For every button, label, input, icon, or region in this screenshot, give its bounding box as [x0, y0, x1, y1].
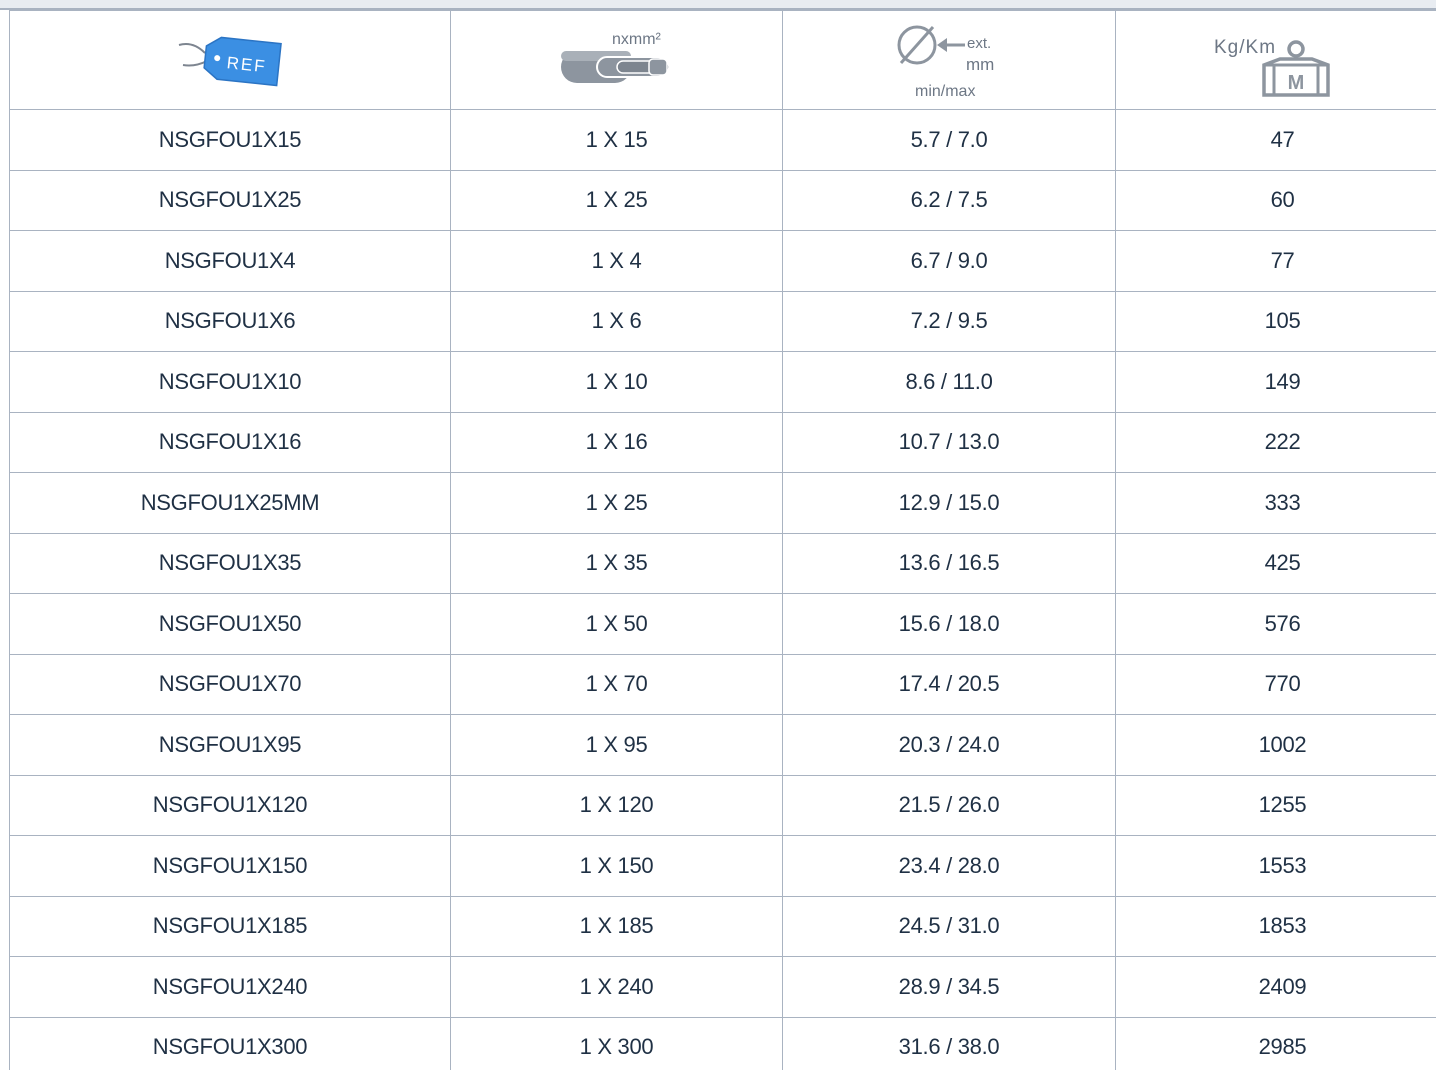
- cell-weight: 2409: [1116, 957, 1436, 1018]
- cell-section: 1 X 10: [451, 352, 783, 413]
- cell-section: 1 X 25: [451, 473, 783, 534]
- cell-section: 1 X 120: [451, 775, 783, 836]
- cell-diameter: 12.9 / 15.0: [783, 473, 1116, 534]
- cell-ref: NSGFOU1X15: [10, 110, 451, 171]
- ref-tag-icon: [175, 31, 285, 94]
- table-row: [10, 775, 1436, 836]
- header-weight: [1116, 10, 1436, 110]
- cell-section: 1 X 6: [451, 291, 783, 352]
- cell-weight: 1002: [1116, 715, 1436, 776]
- cell-section: 1 X 4: [451, 231, 783, 292]
- weight-unit-label: Kg/Km: [1214, 37, 1277, 58]
- table-row: [10, 533, 1436, 594]
- table-row: [10, 412, 1436, 473]
- table-header-row: [10, 10, 1436, 110]
- cell-section: 1 X 70: [451, 654, 783, 715]
- diameter-mm-label: mm: [966, 55, 995, 74]
- cell-diameter: 15.6 / 18.0: [783, 594, 1116, 655]
- table-row: [10, 836, 1436, 897]
- cell-weight: 576: [1116, 594, 1436, 655]
- cell-diameter: 7.2 / 9.5: [783, 291, 1116, 352]
- cell-weight: 60: [1116, 170, 1436, 231]
- cell-diameter: 31.6 / 38.0: [783, 1017, 1116, 1070]
- cell-section: 1 X 300: [451, 1017, 783, 1070]
- cell-ref: NSGFOU1X185: [10, 896, 451, 957]
- cell-ref: NSGFOU1X95: [10, 715, 451, 776]
- cell-diameter: 6.7 / 9.0: [783, 231, 1116, 292]
- table-row: [10, 715, 1436, 776]
- cell-section: 1 X 25: [451, 170, 783, 231]
- cell-ref: NSGFOU1X10: [10, 352, 451, 413]
- cable-spec-table: [9, 9, 1436, 1070]
- cell-diameter: 10.7 / 13.0: [783, 412, 1116, 473]
- cell-section: 1 X 240: [451, 957, 783, 1018]
- cell-ref: NSGFOU1X300: [10, 1017, 451, 1070]
- cell-ref: NSGFOU1X16: [10, 412, 451, 473]
- cell-diameter: 21.5 / 26.0: [783, 775, 1116, 836]
- cell-diameter: 6.2 / 7.5: [783, 170, 1116, 231]
- cell-weight: 105: [1116, 291, 1436, 352]
- cell-section: 1 X 185: [451, 896, 783, 957]
- cell-section: 1 X 35: [451, 533, 783, 594]
- cell-ref: NSGFOU1X120: [10, 775, 451, 836]
- cell-ref: NSGFOU1X6: [10, 291, 451, 352]
- weight-icon-letter: M: [1287, 72, 1305, 94]
- ref-tag-label: REF: [225, 53, 268, 77]
- cell-weight: 333: [1116, 473, 1436, 534]
- cell-ref: NSGFOU1X240: [10, 957, 451, 1018]
- table-row: [10, 231, 1436, 292]
- cell-weight: 222: [1116, 412, 1436, 473]
- cell-section: 1 X 16: [451, 412, 783, 473]
- cell-diameter: 28.9 / 34.5: [783, 957, 1116, 1018]
- header-diameter: [783, 10, 1116, 110]
- cell-diameter: 8.6 / 11.0: [783, 352, 1116, 413]
- external-diameter-icon: [895, 23, 975, 72]
- cell-weight: 47: [1116, 110, 1436, 171]
- cell-diameter: 24.5 / 31.0: [783, 896, 1116, 957]
- section-unit-label: nxmm²: [612, 31, 661, 48]
- cell-diameter: 20.3 / 24.0: [783, 715, 1116, 776]
- cell-weight: 1255: [1116, 775, 1436, 836]
- cell-ref: NSGFOU1X25MM: [10, 473, 451, 534]
- cell-diameter: 17.4 / 20.5: [783, 654, 1116, 715]
- table-row: [10, 170, 1436, 231]
- header-section: [451, 10, 783, 110]
- table-row: [10, 291, 1436, 352]
- cell-weight: 77: [1116, 231, 1436, 292]
- cell-section: 1 X 15: [451, 110, 783, 171]
- cell-ref: NSGFOU1X25: [10, 170, 451, 231]
- table-row: [10, 654, 1436, 715]
- cell-weight: 770: [1116, 654, 1436, 715]
- weight-icon: [1260, 39, 1350, 104]
- cell-section: 1 X 150: [451, 836, 783, 897]
- cell-weight: 1853: [1116, 896, 1436, 957]
- cell-weight: 2985: [1116, 1017, 1436, 1070]
- table-row: [10, 594, 1436, 655]
- header-ref: [10, 10, 451, 110]
- cell-section: 1 X 95: [451, 715, 783, 776]
- cell-section: 1 X 50: [451, 594, 783, 655]
- cell-ref: NSGFOU1X70: [10, 654, 451, 715]
- cell-weight: 425: [1116, 533, 1436, 594]
- table-row: [10, 1017, 1436, 1070]
- cell-weight: 149: [1116, 352, 1436, 413]
- table-row: [10, 473, 1436, 534]
- cell-diameter: 23.4 / 28.0: [783, 836, 1116, 897]
- cell-ref: NSGFOU1X150: [10, 836, 451, 897]
- cell-ref: NSGFOU1X35: [10, 533, 451, 594]
- cell-diameter: 13.6 / 16.5: [783, 533, 1116, 594]
- cell-ref: NSGFOU1X4: [10, 231, 451, 292]
- diameter-ext-label: ext.: [967, 35, 992, 52]
- table-row: [10, 352, 1436, 413]
- table-row: [10, 110, 1436, 171]
- cell-weight: 1553: [1116, 836, 1436, 897]
- cell-diameter: 5.7 / 7.0: [783, 110, 1116, 171]
- diameter-minmax-label: min/max: [915, 83, 976, 100]
- table-row: [10, 896, 1436, 957]
- table-row: [10, 957, 1436, 1018]
- cell-ref: NSGFOU1X50: [10, 594, 451, 655]
